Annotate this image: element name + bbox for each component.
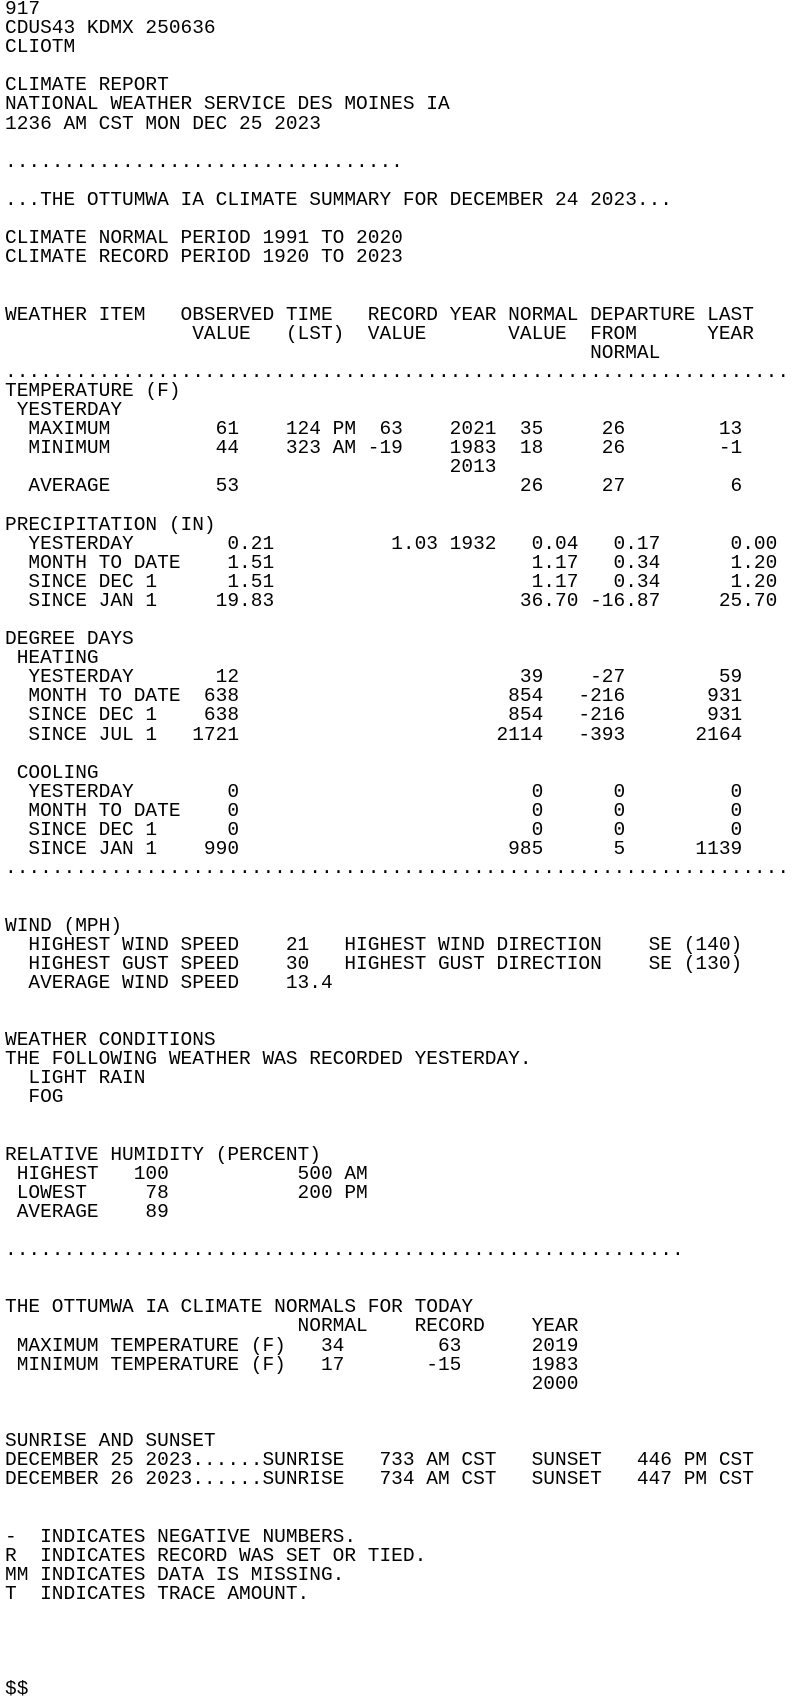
report-line: MINIMUM 44 323 AM -19 1983 18 26 -1 (5, 437, 743, 460)
report-line (5, 1394, 810, 1413)
report-line: - INDICATES NEGATIVE NUMBERS. (5, 1525, 357, 1548)
report-line: HEATING (5, 647, 99, 670)
report-line: TEMPERATURE (F) (5, 379, 181, 402)
report-line (5, 1604, 810, 1623)
report-line: CDUS43 KDMX 250636 (5, 17, 216, 40)
report-line (5, 897, 810, 916)
report-line: THE OTTUMWA IA CLIMATE NORMALS FOR TODAY (5, 1296, 474, 1319)
report-line: CLIMATE NORMAL PERIOD 1991 TO 2020 (5, 227, 403, 250)
report-line: .................................. (5, 150, 403, 173)
report-line: DEGREE DAYS (5, 628, 134, 651)
report-line: YESTERDAY 0 0 0 0 (5, 780, 743, 803)
report-line: PRECIPITATION (IN) (5, 513, 216, 536)
report-line: LOWEST 78 200 PM (5, 1181, 368, 1204)
report-line: YESTERDAY 0.21 1.03 1932 0.04 0.17 0.00 (5, 532, 778, 555)
report-line: WIND (MPH) (5, 914, 123, 937)
report-line: SINCE DEC 1 1.51 1.17 0.34 1.20 (5, 570, 778, 593)
report-line (5, 1661, 810, 1680)
report-line: AVERAGE WIND SPEED 13.4 (5, 971, 333, 994)
report-line: T INDICATES TRACE AMOUNT. (5, 1582, 310, 1605)
report-line: AVERAGE 89 (5, 1200, 169, 1223)
report-line (5, 1127, 810, 1146)
report-line (5, 286, 810, 305)
report-line: WEATHER ITEM OBSERVED TIME RECORD YEAR NORMAL DEPARTURE LAST (5, 303, 754, 326)
report-line: CLIMATE RECORD PERIOD 1920 TO 2023 (5, 246, 403, 269)
report-line: COOLING (5, 761, 99, 784)
report-line: ................................................................... (5, 360, 790, 383)
report-line: 1236 AM CST MON DEC 25 2023 (5, 112, 321, 135)
report-line: MONTH TO DATE 0 0 0 0 (5, 799, 743, 822)
report-line: $$ (5, 1678, 29, 1699)
report-line (5, 1508, 810, 1527)
report-line: SINCE DEC 1 0 0 0 0 (5, 819, 743, 842)
report-line: NORMAL RECORD YEAR (5, 1315, 579, 1338)
report-line: WEATHER CONDITIONS (5, 1029, 216, 1052)
report-line: MONTH TO DATE 638 854 -216 931 (5, 685, 743, 708)
report-line: 2013 (5, 456, 497, 479)
report-line (5, 1642, 810, 1661)
report-line: CLIMATE REPORT (5, 74, 169, 97)
report-line: MAXIMUM TEMPERATURE (F) 34 63 2019 (5, 1334, 579, 1357)
report-line: HIGHEST WIND SPEED 21 HIGHEST WIND DIRECTION SE (140) (5, 933, 743, 956)
report-line: ...THE OTTUMWA IA CLIMATE SUMMARY FOR DECEMBER 24 2023... (5, 188, 673, 211)
report-line: SINCE JAN 1 19.83 36.70 -16.87 25.70 (5, 589, 778, 612)
report-line (5, 745, 810, 764)
report-line: DECEMBER 26 2023......SUNRISE 734 AM CST SUNSET 447 PM CST (5, 1468, 754, 1491)
report-line: SUNRISE AND SUNSET (5, 1430, 216, 1453)
report-line: ................................................................... (5, 857, 790, 880)
report-line: HIGHEST GUST SPEED 30 HIGHEST GUST DIRECTION SE (130) (5, 952, 743, 975)
report-line: DECEMBER 25 2023......SUNRISE 733 AM CST SUNSET 446 PM CST (5, 1449, 754, 1472)
report-line: R INDICATES RECORD WAS SET OR TIED. (5, 1544, 427, 1567)
report-line (5, 496, 810, 515)
report-line: HIGHEST 100 500 AM (5, 1162, 368, 1185)
report-line (5, 1489, 810, 1508)
report-line: AVERAGE 53 26 27 6 (5, 475, 743, 498)
report-line: 917 (5, 0, 41, 20)
report-line (5, 1623, 810, 1642)
report-line: .......................................................... (5, 1239, 684, 1262)
report-line: SINCE JAN 1 990 985 5 1139 (5, 838, 743, 861)
report-line: MINIMUM TEMPERATURE (F) 17 -15 1983 (5, 1353, 579, 1376)
report-line (5, 134, 810, 153)
report-line: MONTH TO DATE 1.51 1.17 0.34 1.20 (5, 551, 778, 574)
report-line: RELATIVE HUMIDITY (PERCENT) (5, 1143, 321, 1166)
report-line: THE FOLLOWING WEATHER WAS RECORDED YESTERDAY. (5, 1048, 532, 1071)
report-line: SINCE JUL 1 1721 2114 -393 2164 (5, 723, 743, 746)
report-line (5, 878, 810, 897)
report-line (5, 1260, 810, 1279)
report-line (5, 1107, 810, 1126)
report-line: MM INDICATES DATA IS MISSING. (5, 1563, 345, 1586)
report-line: VALUE (LST) VALUE VALUE FROM YEAR (5, 322, 754, 345)
report-line: 2000 (5, 1372, 579, 1395)
report-line: NORMAL (5, 341, 661, 364)
report-line: YESTERDAY 12 39 -27 59 (5, 666, 743, 689)
report-line: NATIONAL WEATHER SERVICE DES MOINES IA (5, 93, 450, 116)
report-line: SINCE DEC 1 638 854 -216 931 (5, 704, 743, 727)
report-line (5, 267, 810, 286)
report-line: CLIOTM (5, 36, 76, 59)
report-line: FOG (5, 1086, 64, 1109)
report-line: LIGHT RAIN (5, 1067, 146, 1090)
report-line: YESTERDAY (5, 398, 123, 421)
report-line (5, 993, 810, 1012)
report-line: MAXIMUM 61 124 PM 63 2021 35 26 13 (5, 418, 743, 441)
